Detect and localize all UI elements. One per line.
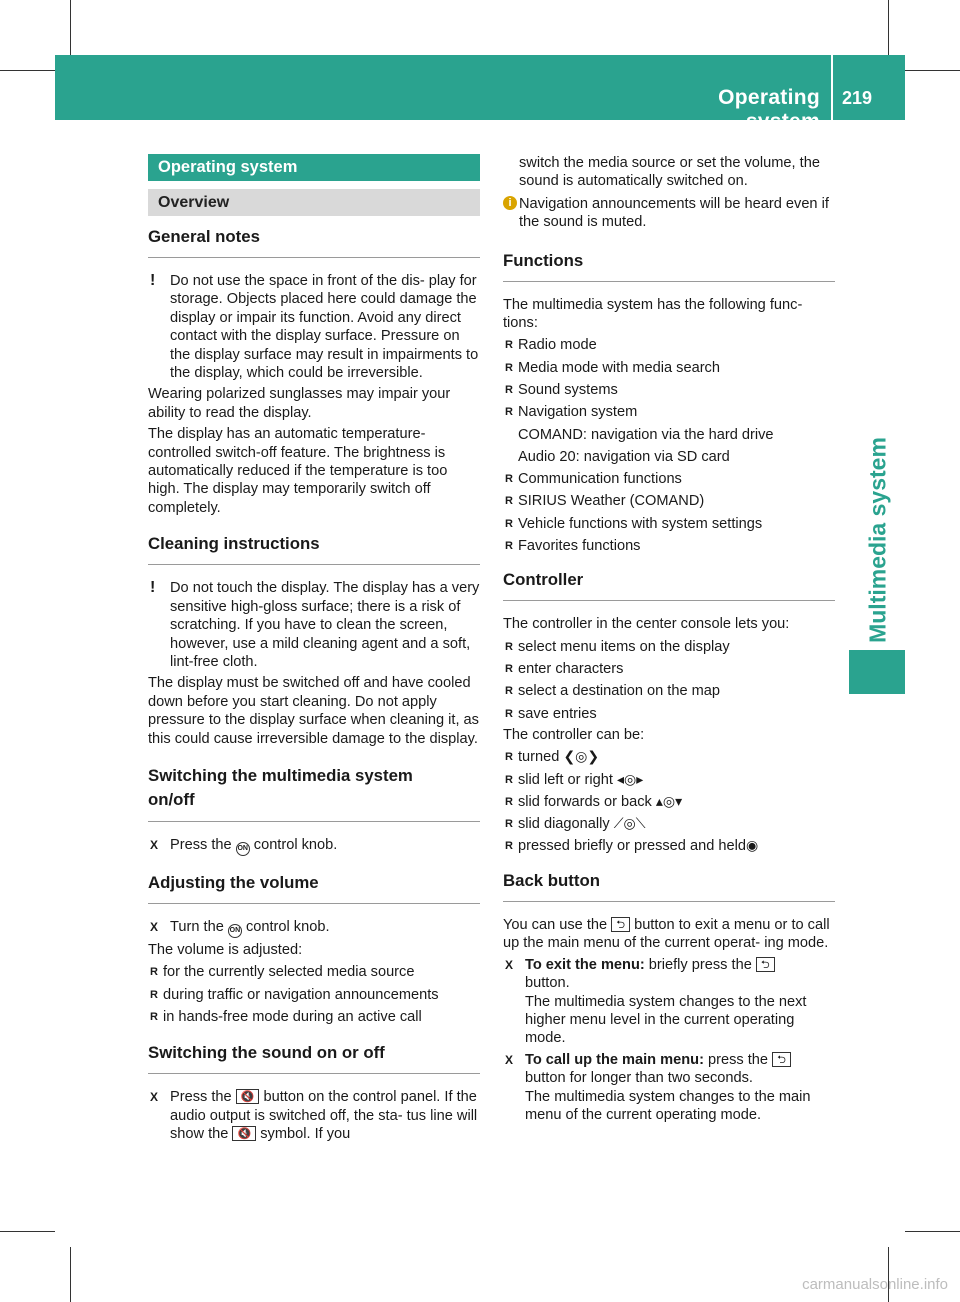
- heading-general-notes: General notes: [148, 226, 480, 258]
- list-item: R for the currently selected media source: [150, 964, 415, 981]
- side-tab-label: Multimedia system: [864, 437, 891, 643]
- left-column: [148, 154, 480, 1143]
- list-item: R Favorites functions: [505, 538, 641, 554]
- step-arrow-icon: X: [505, 957, 514, 972]
- mute-icon: 🔇: [236, 1089, 260, 1104]
- back-icon: ⮌: [611, 917, 630, 932]
- bullet-icon: R: [505, 773, 513, 786]
- heading-volume: Adjusting the volume: [148, 872, 480, 904]
- crop-mark: [0, 1231, 55, 1232]
- back-icon: ⮌: [772, 1052, 791, 1067]
- crop-mark: [905, 1231, 960, 1232]
- bullet-icon: R: [505, 663, 513, 675]
- side-tab-block: [849, 650, 905, 694]
- step: X To call up the main menu: press the ⮌ button for longer than two seconds. The multimedia system changes to the main menu of the current operating mode.: [505, 1051, 811, 1123]
- right-column: [503, 154, 835, 1124]
- crop-mark: [888, 1247, 889, 1302]
- back-icon: ⮌: [756, 957, 775, 972]
- heading-cleaning: Cleaning instructions: [148, 533, 480, 565]
- controller-turn-icon: ❮◎❯: [563, 749, 600, 766]
- warning-note: [148, 579, 480, 671]
- paragraph: The multimedia system has the following func- tions:: [503, 296, 803, 332]
- bullet-icon: R: [505, 840, 513, 853]
- list-item: R Sound systems: [505, 381, 618, 398]
- bullet-icon: R: [505, 406, 513, 419]
- controller-slide-diagonal-icon: ⟋◎⟍: [613, 816, 646, 833]
- list-item: R Vehicle functions with system settings: [505, 515, 763, 532]
- header-title: Operating system: [718, 86, 820, 133]
- heading-line: on/off: [148, 789, 195, 809]
- watermark: carmanualsonline.info: [802, 1276, 948, 1293]
- info-icon: i: [503, 196, 517, 210]
- list-subitem: Audio 20: navigation via SD card: [518, 448, 730, 465]
- bullet-icon: R: [150, 1010, 158, 1023]
- list-item: R Media mode with media search: [505, 359, 720, 376]
- list-item: R Navigation system: [505, 404, 638, 421]
- step: X Press the 🔇 button on the control panel. If the audio output is switched off, the sta- tus line will show the 🔇 symbol. If you: [150, 1089, 478, 1143]
- bullet-icon: R: [505, 540, 513, 552]
- step-arrow-icon: X: [150, 837, 159, 852]
- heading-controller: Controller: [503, 569, 835, 601]
- bullet-icon: R: [505, 339, 513, 352]
- list-item: R Radio mode: [505, 337, 597, 354]
- warning-text: Do not use the space in front of the dis- play for storage. Objects placed here could damage the display or impair its function. Avoid any direct contact with the display surface. Pressure on the display surface may result in impairments to the display, which could be irreversible.: [170, 273, 479, 382]
- info-text: Navigation announcements will be heard even if the sound is muted.: [519, 195, 829, 231]
- section-title: Operating system: [148, 154, 480, 181]
- warning-icon: !: [150, 579, 156, 597]
- bullet-icon: R: [505, 383, 513, 396]
- page-number: 219: [842, 88, 873, 108]
- crop-mark: [905, 70, 960, 71]
- list-subitem: COMAND: navigation via the hard drive: [518, 426, 774, 443]
- paragraph: The display must be switched off and have cooled down before you start cleaning. Do not apply pressure to the display surface when cleaning it, as this could cause irreversible damage to the display.: [148, 675, 479, 747]
- list-item: R slid diagonally ⟋◎⟍: [505, 816, 646, 833]
- crop-mark: [70, 0, 71, 55]
- paragraph: The volume is adjusted:: [148, 941, 303, 958]
- list-item: R Communication functions: [505, 471, 682, 488]
- list-item: R select a destination on the map: [505, 683, 721, 700]
- list-item: R pressed briefly or pressed and held◉: [505, 838, 759, 855]
- warning-icon: !: [150, 272, 156, 289]
- bullet-icon: R: [505, 795, 513, 808]
- list-item: R select menu items on the display: [505, 638, 730, 655]
- step-arrow-icon: X: [150, 1090, 159, 1105]
- controller-slide-forward-back-icon: ▴◎▾: [655, 793, 683, 810]
- mute-icon: 🔇: [232, 1126, 256, 1141]
- heading-back-button: Back button: [503, 870, 835, 902]
- list-item: R slid left or right ◂◎▸: [505, 771, 644, 788]
- paragraph: You can use the ⮌ button to exit a menu or to call up the main menu of the current operat- ing mode.: [503, 916, 830, 952]
- crop-mark: [888, 0, 889, 55]
- bullet-icon: R: [505, 685, 513, 698]
- list-item: R enter characters: [505, 661, 624, 677]
- warning-text: Do not touch the display. The display has a very sensitive high-gloss surface; there is a risk of scratching. If you have to clean the screen, however, use a mild cleaning agent and a soft, lint-free cloth.: [170, 580, 480, 670]
- bullet-icon: R: [505, 473, 513, 486]
- warning-note: [148, 272, 480, 382]
- step: X Turn the ON control knob.: [148, 918, 480, 938]
- bullet-icon: R: [505, 361, 513, 374]
- subsection-title: Overview: [148, 189, 480, 216]
- list-item: R slid forwards or back ▴◎▾: [505, 793, 683, 810]
- bullet-icon: R: [505, 751, 513, 764]
- controller-list: [503, 638, 835, 723]
- list-item: R save entries: [505, 705, 597, 722]
- step-arrow-icon: X: [150, 919, 159, 934]
- info-note: [503, 195, 835, 232]
- paragraph: The controller in the center console lets you:: [503, 616, 790, 633]
- bullet-icon: R: [505, 640, 513, 653]
- list-item: R in hands-free mode during an active call: [150, 1008, 422, 1025]
- step: X To exit the menu: briefly press the ⮌ button. The multimedia system changes to the next higher menu level in the current operating mode.: [505, 956, 807, 1047]
- controller-slide-left-right-icon: ◂◎▸: [616, 771, 644, 788]
- paragraph: The controller can be:: [503, 727, 645, 743]
- bullet-icon: R: [505, 517, 513, 530]
- bullet-icon: R: [505, 818, 513, 831]
- list-item: R during traffic or navigation announcements: [150, 986, 439, 1003]
- bullet-icon: R: [150, 988, 158, 1001]
- heading-sound: Switching the sound on or off: [148, 1042, 480, 1074]
- crop-mark: [70, 1247, 71, 1302]
- bullet-icon: R: [150, 966, 158, 979]
- paragraph: switch the media source or set the volume, the sound is automatically switched on.: [519, 155, 820, 190]
- crop-mark: [0, 70, 55, 71]
- bullet-icon: R: [505, 707, 513, 720]
- heading-line: Switching the multimedia system: [148, 765, 413, 785]
- step-arrow-icon: X: [505, 1052, 514, 1067]
- header-separator: [831, 55, 833, 120]
- control-knob-icon: ON: [228, 924, 242, 938]
- list-item: R turned ❮◎❯: [505, 749, 600, 766]
- paragraph: The display has an automatic temperature- controlled switch-off feature. The brightness is automatically reduced if the temperature is too high. The display may temporarily switch off completely.: [148, 426, 448, 516]
- list-item: R SIRIUS Weather (COMAND): [505, 493, 705, 510]
- functions-list: [503, 336, 835, 555]
- heading-functions: Functions: [503, 250, 835, 282]
- controller-press-icon: ◉: [745, 838, 759, 855]
- control-knob-icon: ON: [236, 842, 250, 856]
- paragraph: Wearing polarized sunglasses may impair your ability to read the display.: [148, 386, 451, 421]
- step: X Press the ON control knob.: [148, 836, 480, 856]
- heading-switching: [148, 764, 480, 822]
- bullet-icon: R: [505, 495, 513, 508]
